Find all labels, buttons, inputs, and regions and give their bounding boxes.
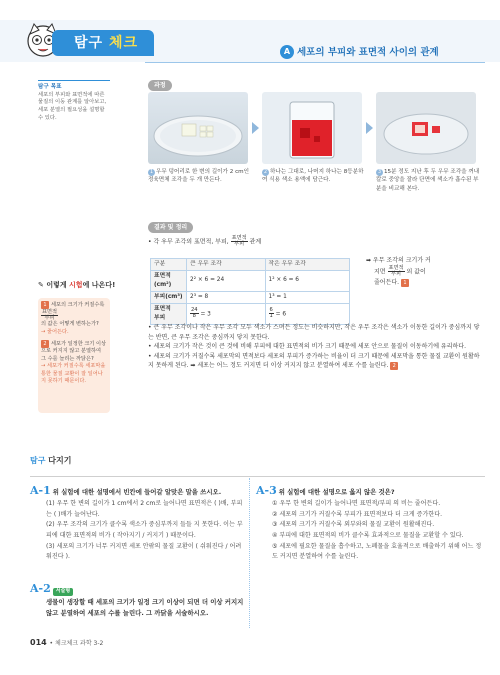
title-accent: 체크 (108, 35, 138, 51)
table-row: 부피(cm³) 2³ = 8 1³ = 1 (151, 291, 350, 303)
list-item: • 세포의 크기가 커질수록 세포막의 면적보다 세포의 부피가 증가하는 비율이 더 크기 때문에 세포막을 통한 물질 교환이 원활하지 못하게 된다. ➡ 세포는 어느 정도 커지면 더 이상 커지지 않고 분열하여 세포 수를 늘린다. 2 (148, 352, 480, 370)
list-item: • 큰 우무 조각이나 작은 우무 조각 모두 색소가 스며든 정도는 비슷하지만, 작은 우무 조각은 색소가 이동한 길이가 중심까지 닿는 반면, 큰 우무 조각은 중심까지 닿지 못한다. (148, 324, 480, 341)
goal-box (38, 80, 110, 122)
section-title: 세포의 부피와 표면적 사이의 관계 (297, 47, 439, 58)
section-letter-badge: A (280, 45, 294, 59)
table-header: 작은 우무 조각 (265, 259, 349, 271)
question-a3: A-3 위 실험에 대한 설명으로 옳지 않은 것은? ① 우무 한 변의 길이가 늘어나면 표면적/부피 의 비는 줄어든다. ② 세포의 크기가 커질수록 부피가 표면적보다 더 크게 증가한다. ③ 세포의 크기가 커질수록 외부와의 물질 교환이 원활해진다. ④ 부피에 대한 표면적의 비가 클수록 효과적으로 물질을 교환할 수 있다. ⑤ 세포에 필요한 물질을 흡수하고, 노폐물을 효율적으로 배출하기 위해 어느 정도 커지면 분열하여 수를 늘린다. (256, 482, 484, 563)
column-divider (249, 478, 250, 628)
title-main: 탐구 (74, 35, 104, 51)
photo-agar-cubes (148, 92, 248, 164)
process-caption-1: 1 우무 덩어리로 한 변의 길이가 2 cm인 정육면체 조각을 두 개 만든다. (148, 169, 249, 184)
practice-tab: 탐구 다지기 (30, 456, 72, 465)
arrow-icon (366, 122, 373, 134)
list-item: ② 세포의 크기가 커질수록 부피가 표면적보다 더 크게 증가한다. (272, 510, 443, 518)
question-a2: A-2 서술형 생물이 생장할 때 세포의 크기가 일정 크기 이상이 되면 더 이상 커지지 않고 분열하여 세포의 수를 늘린다. 그 까닭을 서술하시오. (30, 582, 244, 617)
list-item: • 세포의 크기가 작은 것이 큰 것에 비해 부피에 대한 표면적의 비가 크기 때문에 세포 안으로 물질이 이동하기에 유리하다. (148, 343, 466, 351)
book-title: 체크체크 과학 3-2 (54, 640, 104, 647)
exam-callout-heading: ✎ 이렇게 시험에 나온다! (38, 281, 116, 289)
table-row: 표면적(cm²) 2² × 6 = 24 1² × 6 = 6 (151, 270, 350, 291)
list-item: ① 우무 한 변의 길이가 늘어나면 표면적/부피 의 비는 줄어든다. (272, 500, 441, 508)
process-caption-2: 2 하나는 그대로, 나머지 하나는 8등분하여 식용 색소 용액에 담근다. (262, 169, 364, 184)
process-caption-3: 3 15분 정도 지난 후 두 우무 조각을 꺼내 칼로 중앙을 잘라 단면에 색소가 흡수된 부분을 비교해 본다. (376, 169, 480, 192)
list-item: (3) 세포의 크기가 너무 커지면 세포 안팎의 물질 교환이 ( 쉬워진다 / 어려워진다 ). (46, 542, 242, 561)
list-item: (2) 우무 조각의 크기가 클수록 색소가 중심부까지 들들 지 못한다. 이는 부피에 대한 표면적의 비가 ( 작아지기 / 커지기 ) 때문이다. (46, 521, 243, 540)
page-number: 014 (30, 638, 47, 647)
section-heading (280, 44, 480, 62)
section-divider (145, 62, 485, 63)
result-table (150, 258, 350, 325)
table-header: 구분 (151, 259, 187, 271)
result-tag: 결과 및 정리 (148, 222, 193, 233)
list-item: (1) 우무 한 변의 길이가 1 cm에서 2 cm로 늘어나면 표면적은 ( )배, 부피는 ( )배가 늘어난다. (46, 500, 243, 518)
practice-divider (30, 476, 485, 477)
page-footer: 014 • 체크체크 과학 3-2 (30, 638, 104, 647)
photo-cut-cubes (376, 92, 476, 164)
table-header: 큰 우무 조각 (187, 259, 266, 271)
question-a1: A-1 위 실험에 대한 설명에서 빈칸에 들어갈 알맞은 말을 쓰시오. (1) 우무 한 변의 길이가 1 cm에서 2 cm로 늘어나면 표면적은 ( )배, 부피는 ( )배가 늘어난다. (2) 우무 조각의 크기가 클수록 색소가 중심부까지 들들 지 못한다. 이는 부피에 대한 표면적의 비가 ( 작아지기 / 커지기 ) 때문이다. (3) 세포의 크기가 너무 커지면 세포 안팎의 물질 교환이 ( 쉬워진다 / 어려워진다 ). (30, 482, 245, 563)
list-item: ⑤ 세포에 필요한 물질을 흡수하고, 노폐물을 효율적으로 배출하기 위해 어느 정도 커지면 분열하여 수를 늘린다. (272, 542, 482, 561)
goal-title: 탐구 목표 (38, 84, 62, 90)
result-intro: • 각 우무 조각의 표면적, 부피, $\frac{\text{표면적}}{\text{부피}}$ 관계 (148, 235, 262, 248)
arrow-icon (252, 122, 259, 134)
result-bullets (148, 323, 484, 371)
exam-question-card: 1 세포의 크기가 커질수록 $\frac{\text{표면적}}{\text{부피}}$ 의 값은 어떻게 변하는가? → 줄어든다. 2 세포가 일정한 크기 이상으로 커지지 않고 분열하여 그 수를 늘리는 까닭은? → 세포가 커질수록 세포막을 통한 물질 교환이 잘 일어나지 못하기 때문이다. (38, 298, 110, 413)
list-item: ③ 세포의 크기가 커질수록 외부와의 물질 교환이 원활해진다. (272, 521, 435, 529)
photo-beaker (262, 92, 362, 164)
goal-text: 세포의 부피와 표면적에 따른 물질의 이동 관계를 알아보고, 세포 분열의 필요성을 설명할 수 있다. (38, 91, 107, 121)
table-row: 표면적 부피 $\frac{24}{8}$ = 3 $\frac{6}{1}$ = 6 (151, 303, 350, 324)
result-side-note: ➡ 우무 조각의 크기가 커 지면 $\frac{\text{표면적}}{\text{부피}}$ 의 값이 줄어든다. 1 (366, 257, 431, 286)
process-tag: 과정 (148, 80, 172, 91)
section-title-tab (52, 30, 154, 56)
list-item: ④ 부피에 대한 표면적의 비가 클수록 효과적으로 물질을 교환할 수 있다. (272, 532, 464, 540)
